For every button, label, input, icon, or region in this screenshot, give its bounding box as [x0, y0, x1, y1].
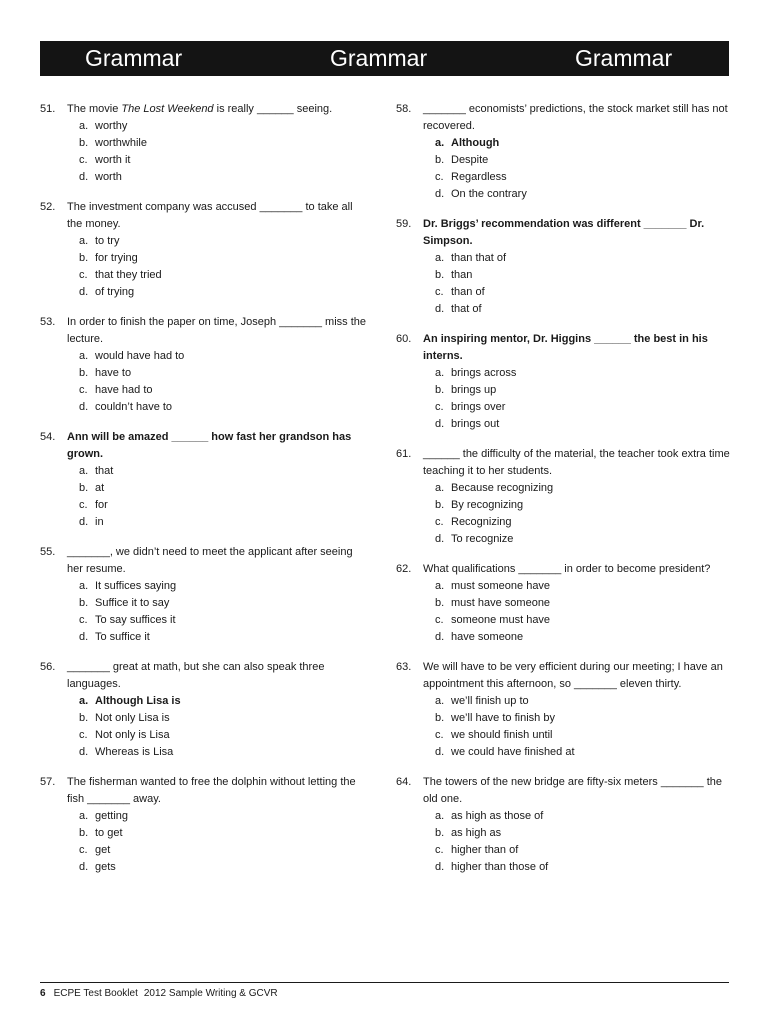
option-letter: d.	[79, 516, 89, 528]
option-text: brings out	[451, 418, 500, 430]
answer-option	[435, 825, 730, 842]
question-stem: In order to finish the paper on time, Joseph _______ miss the lecture.	[67, 316, 367, 345]
answer-option	[79, 365, 370, 382]
question-stem: The towers of the new bridge are fifty-six meters _______ the old one.	[423, 776, 722, 805]
answer-option	[435, 301, 730, 318]
option-letter: a.	[435, 695, 445, 707]
question-number: 56.	[40, 661, 56, 673]
option-text: to try	[95, 235, 120, 247]
option-text: worthy	[95, 120, 128, 132]
question-stem: Dr. Briggs’ recommendation was different _______ Dr. Simpson.	[423, 218, 705, 247]
question-stem: ______ the difficulty of the material, the teacher took extra time teaching it to her students.	[423, 448, 730, 477]
option-letter: d.	[79, 746, 89, 758]
question-number: 55.	[40, 546, 56, 558]
option-letter: c.	[435, 516, 444, 528]
option-text: Regardless	[451, 171, 507, 183]
question-item	[396, 216, 730, 318]
question-number: 63.	[396, 661, 412, 673]
question-stem: An inspiring mentor, Dr. Higgins ______ the best in his interns.	[423, 333, 708, 362]
answer-option	[79, 744, 370, 761]
question-stem-title: The Lost Weekend	[121, 103, 214, 115]
option-text: Not only Lisa is	[95, 712, 170, 724]
option-text: than of	[451, 286, 485, 298]
left-column	[40, 101, 370, 889]
option-text: Despite	[451, 154, 489, 166]
answer-option	[435, 382, 730, 399]
answer-option	[79, 233, 370, 250]
header-word: Grammar	[85, 45, 183, 71]
answer-option	[435, 480, 730, 497]
option-letter: b.	[79, 252, 89, 264]
answer-option	[435, 186, 730, 203]
answer-option	[435, 416, 730, 433]
option-text: Recognizing	[451, 516, 512, 528]
option-letter: c.	[79, 614, 88, 626]
option-letter: a.	[435, 367, 445, 379]
question-number: 58.	[396, 103, 412, 115]
answer-option	[435, 629, 730, 646]
question-number: 52.	[40, 201, 56, 213]
option-text: we should finish until	[451, 729, 553, 741]
answer-options	[79, 348, 370, 416]
answer-option	[435, 399, 730, 416]
option-text: higher than those of	[451, 861, 549, 873]
option-text: brings over	[451, 401, 506, 413]
option-letter: c.	[435, 286, 444, 298]
option-text: Suffice it to say	[95, 597, 170, 609]
option-text: couldn’t have to	[95, 401, 173, 413]
answer-option	[435, 152, 730, 169]
question-item	[396, 659, 730, 761]
option-letter: b.	[435, 499, 445, 511]
option-letter: b.	[79, 137, 89, 149]
option-letter: b.	[79, 597, 89, 609]
question-stem: The fisherman wanted to free the dolphin without letting the fish _______ away.	[67, 776, 356, 805]
answer-option	[435, 710, 730, 727]
answer-option	[435, 497, 730, 514]
option-text: have someone	[451, 631, 524, 643]
option-text: that of	[451, 303, 482, 315]
answer-option	[79, 382, 370, 399]
answer-options	[79, 578, 370, 646]
option-text: brings across	[451, 367, 517, 379]
booklet-subtitle: 2012 Sample Writing & GCVR	[143, 988, 278, 999]
question-stem: Ann will be amazed ______ how fast her grandson has grown.	[67, 431, 352, 460]
option-text: By recognizing	[451, 499, 524, 511]
option-letter: c.	[435, 171, 444, 183]
answer-option	[79, 693, 370, 710]
answer-option	[435, 169, 730, 186]
option-letter: b.	[435, 597, 445, 609]
option-text: than that of	[451, 252, 507, 264]
option-letter: d.	[435, 188, 445, 200]
question-number: 62.	[396, 563, 412, 575]
answer-option	[79, 267, 370, 284]
option-letter: d.	[435, 303, 445, 315]
option-letter: a.	[435, 810, 445, 822]
answer-option	[435, 595, 730, 612]
option-text: To say suffices it	[95, 614, 176, 626]
answer-options	[435, 578, 730, 646]
header-word: Grammar	[575, 45, 673, 71]
question-stem: _______ economists’ predictions, the stock market still has not recovered.	[423, 103, 728, 132]
answer-option	[79, 808, 370, 825]
answer-option	[435, 284, 730, 301]
option-letter: a.	[79, 580, 89, 592]
option-letter: a.	[435, 137, 445, 149]
option-text: Although Lisa is	[95, 695, 181, 707]
answer-option	[435, 267, 730, 284]
answer-options	[79, 118, 370, 186]
option-letter: d.	[79, 861, 89, 873]
option-text: at	[95, 482, 105, 494]
answer-option	[79, 118, 370, 135]
option-text: To recognize	[451, 533, 514, 545]
answer-option	[435, 693, 730, 710]
option-text: It suffices saying	[95, 580, 177, 592]
answer-option	[79, 480, 370, 497]
option-letter: a.	[435, 580, 445, 592]
question-number: 51.	[40, 103, 56, 115]
question-stem	[67, 101, 370, 118]
option-letter: b.	[79, 367, 89, 379]
answer-options	[435, 480, 730, 548]
answer-option	[435, 135, 730, 152]
question-number: 64.	[396, 776, 412, 788]
option-text: worth	[95, 171, 122, 183]
answer-option	[435, 859, 730, 876]
option-letter: b.	[435, 269, 445, 281]
question-stem: _______ great at math, but she can also speak three languages.	[67, 661, 325, 690]
question-number: 59.	[396, 218, 412, 230]
option-letter: a.	[435, 252, 445, 264]
option-text: Whereas is Lisa	[95, 746, 174, 758]
option-text: that they tried	[95, 269, 162, 281]
option-letter: d.	[79, 171, 89, 183]
answer-options	[435, 693, 730, 761]
answer-option	[79, 842, 370, 859]
option-letter: b.	[79, 712, 89, 724]
option-letter: d.	[435, 861, 445, 873]
answer-option	[435, 250, 730, 267]
option-letter: d.	[79, 286, 89, 298]
option-letter: d.	[435, 418, 445, 430]
option-text: as high as	[451, 827, 502, 839]
option-letter: a.	[79, 235, 89, 247]
answer-options	[435, 808, 730, 876]
answer-options	[79, 463, 370, 531]
answer-option	[79, 710, 370, 727]
option-text: Not only is Lisa	[95, 729, 170, 741]
answer-option	[79, 152, 370, 169]
answer-option	[79, 612, 370, 629]
option-letter: c.	[435, 401, 444, 413]
question-stem: We will have to be very efficient during our meeting; I have an appointment this afternoon, so _______ eleven thirty.	[423, 661, 723, 690]
question-item	[40, 314, 370, 416]
question-item	[396, 101, 730, 203]
answer-options	[435, 365, 730, 433]
answer-option	[435, 744, 730, 761]
option-text: gets	[95, 861, 116, 873]
question-number: 53.	[40, 316, 56, 328]
question-number: 54.	[40, 431, 56, 443]
question-item	[40, 544, 370, 646]
option-letter: d.	[79, 631, 89, 643]
answer-option	[435, 531, 730, 548]
option-letter: a.	[79, 350, 89, 362]
answer-option	[79, 399, 370, 416]
option-letter: b.	[79, 827, 89, 839]
option-text: someone must have	[451, 614, 551, 626]
option-text: we’ll have to finish by	[451, 712, 555, 724]
option-letter: a.	[79, 810, 89, 822]
answer-option	[79, 348, 370, 365]
option-text: as high as those of	[451, 810, 544, 822]
answer-option	[435, 727, 730, 744]
option-text: brings up	[451, 384, 497, 396]
answer-option	[435, 842, 730, 859]
option-letter: a.	[79, 695, 89, 707]
question-item	[396, 561, 730, 646]
option-text: in	[95, 516, 104, 528]
header-word: Grammar	[330, 45, 428, 71]
option-letter: c.	[79, 384, 88, 396]
answer-option	[79, 284, 370, 301]
option-letter: d.	[435, 631, 445, 643]
page-footer	[40, 987, 278, 1000]
question-stem-part: The movie	[67, 103, 122, 115]
option-text: Because recognizing	[451, 482, 554, 494]
question-item	[396, 774, 730, 876]
question-item	[396, 331, 730, 433]
option-letter: a.	[435, 482, 445, 494]
option-letter: c.	[435, 729, 444, 741]
answer-option	[79, 825, 370, 842]
option-text: for trying	[95, 252, 138, 264]
option-text: On the contrary	[451, 188, 527, 200]
option-text: get	[95, 844, 111, 856]
answer-option	[79, 250, 370, 267]
answer-option	[79, 578, 370, 595]
answer-options	[79, 693, 370, 761]
option-text: must have someone	[451, 597, 551, 609]
right-column	[396, 101, 730, 889]
answer-option	[79, 135, 370, 152]
answer-option	[435, 612, 730, 629]
answer-option	[79, 629, 370, 646]
question-number: 57.	[40, 776, 56, 788]
answer-option	[435, 808, 730, 825]
option-letter: c.	[79, 729, 88, 741]
option-text: for	[95, 499, 108, 511]
question-item	[40, 659, 370, 761]
answer-options	[79, 233, 370, 301]
question-item	[40, 101, 370, 186]
option-text: getting	[95, 810, 129, 822]
answer-option	[79, 463, 370, 480]
question-item	[396, 446, 730, 548]
option-letter: b.	[79, 482, 89, 494]
page-number: 6	[40, 988, 46, 999]
option-letter: c.	[435, 844, 444, 856]
option-text: of trying	[95, 286, 135, 298]
option-text: to get	[95, 827, 123, 839]
option-letter: c.	[79, 499, 88, 511]
option-letter: c.	[435, 614, 444, 626]
answer-option	[79, 859, 370, 876]
question-number: 61.	[396, 448, 412, 460]
option-letter: b.	[435, 384, 445, 396]
answer-option	[435, 514, 730, 531]
option-text: would have had to	[95, 350, 185, 362]
question-item	[40, 774, 370, 876]
answer-option	[79, 514, 370, 531]
option-letter: b.	[435, 154, 445, 166]
answer-options	[79, 808, 370, 876]
option-letter: d.	[435, 746, 445, 758]
option-text: To suffice it	[95, 631, 150, 643]
question-item	[40, 199, 370, 301]
option-text: higher than of	[451, 844, 519, 856]
option-text: Although	[451, 137, 500, 149]
section-header	[40, 41, 729, 76]
option-letter: d.	[79, 401, 89, 413]
option-letter: c.	[79, 154, 88, 166]
answer-option	[435, 578, 730, 595]
option-text: worthwhile	[95, 137, 147, 149]
option-text: than	[451, 269, 473, 281]
option-text: that	[95, 465, 114, 477]
option-letter: b.	[435, 712, 445, 724]
question-stem-part: is really ______ seeing.	[213, 103, 333, 115]
booklet-title: ECPE Test Booklet	[53, 988, 138, 999]
answer-option	[79, 727, 370, 744]
option-text: must someone have	[451, 580, 551, 592]
option-text: we could have finished at	[451, 746, 575, 758]
option-letter: d.	[435, 533, 445, 545]
answer-option	[79, 169, 370, 186]
question-number: 60.	[396, 333, 412, 345]
answer-options	[435, 135, 730, 203]
footer-divider	[40, 982, 729, 983]
option-letter: c.	[79, 269, 88, 281]
option-letter: b.	[435, 827, 445, 839]
option-text: have had to	[95, 384, 153, 396]
option-text: we’ll finish up to	[451, 695, 529, 707]
option-letter: a.	[79, 465, 89, 477]
option-letter: c.	[79, 844, 88, 856]
question-stem: _______, we didn’t need to meet the applicant after seeing her resume.	[67, 546, 353, 575]
option-text: worth it	[95, 154, 131, 166]
question-item	[40, 429, 370, 531]
question-stem: What qualifications _______ in order to become president?	[423, 563, 711, 575]
answer-option	[79, 497, 370, 514]
answer-options	[435, 250, 730, 318]
option-text: have to	[95, 367, 132, 379]
answer-option	[435, 365, 730, 382]
answer-option	[79, 595, 370, 612]
option-letter: a.	[79, 120, 89, 132]
question-stem: The investment company was accused _______ to take all the money.	[67, 201, 353, 230]
